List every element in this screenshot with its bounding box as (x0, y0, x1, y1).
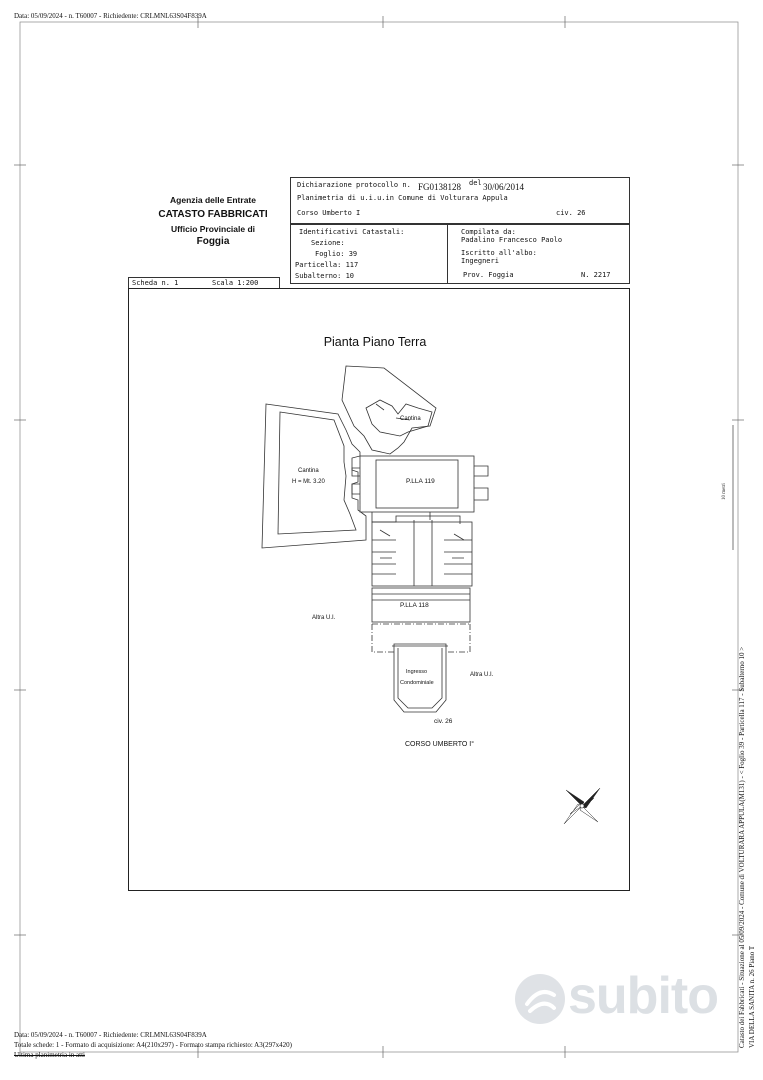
albo-number: N. 2217 (581, 271, 611, 279)
planimetry-line: Planimetria di u.i.u.in Comune di Volturara Appula (297, 194, 508, 202)
label-altra-right: Altra U.I. (470, 672, 494, 678)
albo-label: Iscritto all'albo: (461, 249, 537, 257)
footer-format-line: Totale schede: 1 - Formato di acquisizione: A4(210x297) - Formato stampa richiesto: A3(297x420) (14, 1041, 292, 1049)
agency-city: Foggia (196, 236, 230, 247)
label-condominiale: Condominiale (400, 680, 434, 686)
foglio: Foglio: 39 (315, 250, 358, 258)
scale: Scala 1:200 (212, 279, 259, 287)
protocol-number: FG0138128 (418, 182, 462, 192)
label-civ: civ. 26 (434, 718, 453, 725)
compiled-label: Compilata da: (461, 228, 516, 236)
prov: Prov. Foggia (463, 271, 514, 279)
label-street: CORSO UMBERTO I° (405, 741, 475, 748)
plan-title: Pianta Piano Terra (323, 335, 427, 349)
identifiers-box (290, 224, 630, 284)
label-plla118: P.LLA 118 (400, 602, 429, 609)
label-cantina-top: Cantina (400, 416, 421, 422)
declaration-date: 30/06/2014 (483, 182, 525, 192)
protocol-label: Dichiarazione protocollo n. (297, 181, 411, 189)
scheda-number: Scheda n. 1 (132, 279, 179, 287)
footer-request-line: Data: 05/09/2024 - n. T60007 - Richiedente: CRLMNL63S04F839A (14, 1031, 207, 1039)
label-height: H = Mt. 3.20 (292, 479, 325, 485)
side-small-code: 10 metri (722, 483, 727, 500)
date-label: del (469, 179, 482, 187)
watermark-text: subito (568, 967, 718, 1025)
declaration-civ: civ. 26 (556, 209, 586, 217)
label-ingresso: Ingresso (406, 669, 428, 675)
label-plla119: P.LLA 119 (406, 478, 435, 485)
footer-last-planimetry: Ultima planimetria in atti (14, 1051, 85, 1059)
declaration-address: Corso Umberto I (297, 209, 361, 217)
identifiers-title: Identificativi Catastali: (299, 228, 405, 236)
side-line1: Catasto dei Fabbricati - Situazione al 05/09/2024 - Comune di VOLTURARA APPULA(M131) - < Foglio 39 - Particella 117 - Subalterno 10 > (738, 646, 746, 1048)
side-line2: VIA DELLA SANITA n. 26 Piano T (748, 945, 756, 1048)
albo-value: Ingegneri (461, 257, 499, 265)
label-cantina-left: Cantina (298, 468, 319, 474)
header-request-line: Data: 05/09/2024 - n. T60007 - Richiedente: CRLMNL63S04F839A (14, 12, 207, 20)
agency-name: Agenzia delle Entrate (170, 195, 256, 205)
declaration-box (290, 177, 630, 224)
agency-catasto: CATASTO FABBRICATI (158, 209, 268, 220)
sezione: Sezione: (311, 239, 345, 247)
compiled-name: Padalino Francesco Paolo (461, 236, 563, 244)
agency-office: Ufficio Provinciale di (170, 224, 256, 234)
subalterno: Subalterno: 10 (295, 272, 355, 280)
divider (447, 225, 448, 283)
particella: Particella: 117 (295, 261, 359, 269)
compass-icon (560, 784, 604, 828)
label-altra-left: Altra U.I. (312, 615, 336, 621)
